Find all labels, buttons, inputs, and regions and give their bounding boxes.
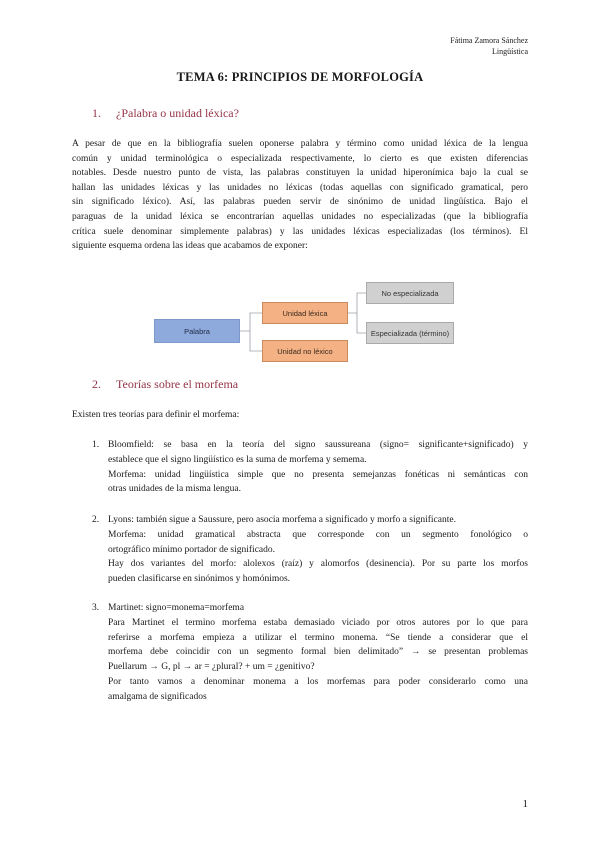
diagram-node-palabra: Palabra [154,319,240,343]
item-line: ortográfico mínimo portador de significado. [108,544,275,555]
item-number: 3. [92,603,100,613]
theory-item-martinet [92,601,528,706]
item-line: amalgama de significados [108,691,207,702]
paragraph-line: notables. Desde nuestro punto de vista, las palabras constituyen la unidad hiperonímica bajo la cual se [72,168,528,179]
theory-item-lyons [92,513,528,588]
item-line: Morfema: unidad lingüística simple que no presenta semejanzas fonéticas ni semánticas con [108,469,528,480]
item-line: referirse a morfema empieza a utilizar el termino monema. “Se tiende a considerar que el [108,632,528,643]
connector-lexical-nonspecialized [348,293,366,313]
paragraph-line: común y unidad terminológica o especializada respectivamente, lo cierto es que existen diferencias [72,153,528,164]
header-subject: Lingüística [492,47,528,56]
item-line: morfema debe coincidir con un segmento formal bien delimitado” → se presentan problemas [108,647,528,658]
item-line: Martinet: signo=monema=morfema [108,603,245,613]
section-1-heading [92,106,239,121]
theory-item-bloomfield [92,438,528,498]
connector-lexical-specialized [357,313,366,333]
item-line: establece que el signo lingüístico es la suma de morfema y semema. [108,454,367,465]
item-line: Para Martinet el termino morfema estaba demasiado viciado por otros autores por lo que para [108,617,528,628]
item-number: 1. [92,440,100,450]
paragraph-line: sin significado léxico). Así, las palabras pueden servir de sinónimo de unidad lingüística. Bajo el [72,197,528,208]
section-1-title: ¿Palabra o unidad léxica? [116,106,239,120]
paragraph-line: paraguas de la unidad léxica se encontrarían aquellas unidades no especializadas (que la bibliografía [72,211,528,222]
item-line: Puellarum → G, pl → ar = ¿plural? + um = ¿genitivo? [108,662,315,673]
intro-line: Existen tres teorías para definir el morfema: [72,410,240,420]
header-author: Fátima Zamora Sánchez [450,36,528,45]
lexical-diagram [152,278,472,368]
diagram-node-unidad-no-lexica: Unidad no léxico [262,340,348,362]
connector-root-nonlexical [250,331,262,351]
item-number: 2. [92,515,100,525]
item-line: Bloomfield: se basa en la teoría del signo saussureana (signo= significante+significado) y [108,440,528,450]
item-line: Por tanto vamos a denominar monema a los morfemas para poder considerarlo como una [108,676,528,687]
item-line: pueden clasificarse en sinónimos y homónimos. [108,574,291,585]
item-line: otras unidades de la misma lengua. [108,484,241,495]
item-line: Lyons: también sigue a Saussure, pero asocia morfema a significado y morfo a significante. [108,515,456,525]
section-2-number: 2. [92,377,101,391]
connector-root-lexical [240,313,262,331]
diagram-node-no-especializada: No especializada [366,282,454,304]
diagram-node-especializada: Especializada (término) [366,322,454,344]
page-title: TEMA 6: PRINCIPIOS DE MORFOLOGÍA [176,70,424,84]
item-line: Hay dos variantes del morfo: alolexos (raíz) y alomorfos (desinencia). Por su parte los morfos [108,559,528,570]
paragraph-line: crítica suele denominar simplemente palabras) y las unidades léxicas especializadas (los términos). El [72,226,528,237]
page-number: 1 [522,798,528,810]
paragraph-line: hallan las unidades léxicas y las unidades no léxicas (todas aquellas con significado gramatical, pero [72,182,528,193]
section-1-paragraph [72,137,528,254]
paragraph-line: siguiente esquema ordena las ideas que acabamos de exponer: [72,241,308,252]
diagram-node-unidad-lexica: Unidad léxica [262,302,348,324]
section-2-heading [92,377,238,392]
item-line: Morfema: unidad gramatical abstracta que corresponde con un segmento fonológico o [108,529,528,540]
section-2-title: Teorías sobre el morfema [116,377,239,391]
paragraph-line: A pesar de que en la bibliografía suelen oponerse palabra y término como unidad léxica de la lengua [72,139,528,149]
section-1-number: 1. [92,106,101,120]
section-2-intro [72,408,528,423]
